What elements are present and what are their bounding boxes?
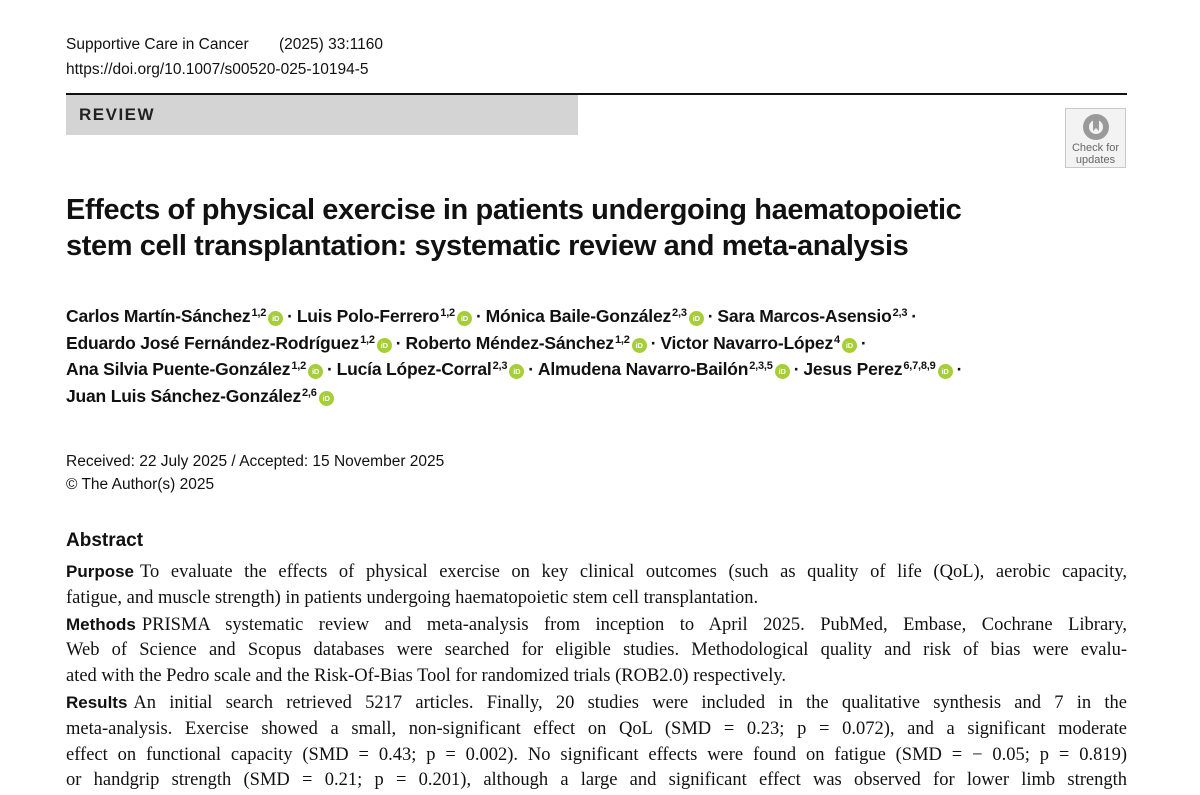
author[interactable]: Victor Navarro-López$^4$ [660,332,840,353]
check-for-label: Check for [1071,142,1120,154]
abstract-line: or handgrip strength (SMD = 0.21; p = 0.201), although a large and significant effect was observed for lower limb strength [66,770,1127,791]
orcid-icon[interactable]: iD [319,391,334,406]
copyright-notice: © The Author(s) 2025 [66,476,215,493]
abstract-line: effect on functional capacity (SMD = 0.43; p = 0.002). No significant effects were found on fatigue (SMD = − 0.05; p = 0.819) [66,744,1127,765]
separator: · [475,306,482,326]
methods-label: Methods [66,614,136,634]
check-for-updates-button[interactable] [1065,108,1126,168]
separator: · [707,306,714,326]
author[interactable]: Ana Silvia Puente-González$^{1,2}$ [66,359,307,379]
abstract-line: Web of Science and Scopus databases were searched for eligible studies. Methodological quality and risk of bias were evalu- [66,640,1127,661]
separator: · [650,332,657,353]
author[interactable]: Almudena Navarro-Bailón$^{2,3,5}$ [537,359,773,379]
doi-link[interactable]: https://doi.org/10.1007/s00520-025-10194-5 [66,61,369,78]
article-type-band [66,95,578,135]
abstract-heading: Abstract [66,530,144,551]
orcid-icon[interactable]: iD [457,311,472,326]
author-line [66,330,1166,357]
separator: · [528,359,534,379]
journal-name: Supportive Care in Cancer [66,36,249,53]
publication-dates [66,450,444,496]
separator: · [395,332,402,353]
article-title [66,192,1066,264]
author[interactable]: Carlos Martín-Sánchez$^{1,2}$ [66,306,267,326]
purpose-label: Purpose [66,562,135,581]
author[interactable]: Mónica Baile-González$^{2,3}$ [485,306,687,326]
abstract-body [66,559,1127,794]
journal-citation: (2025) 33:1160 [279,36,383,53]
orcid-icon[interactable]: iD [689,311,704,326]
author[interactable]: Luis Polo-Ferrero$^{1,2}$ [296,306,455,326]
separator: · [911,306,917,326]
results-label: Results [66,692,128,712]
author[interactable]: Eduardo José Fernández-Rodríguez$^{1,2}$ [66,332,375,353]
author[interactable]: Roberto Méndez-Sánchez$^{1,2}$ [405,332,630,353]
orcid-icon[interactable]: iD [775,364,790,379]
author-line [66,356,1166,383]
orcid-icon[interactable]: iD [632,338,647,353]
orcid-icon[interactable]: iD [308,364,323,379]
orcid-icon[interactable]: iD [377,338,392,353]
author-list [66,303,1166,409]
separator: · [860,332,867,353]
title-line-1: Effects of physical exercise in patients undergoing haematopoietic [66,194,962,226]
author[interactable]: Juan Luis Sánchez-González$^{2,6}$ [66,385,317,406]
author-line [66,303,1166,330]
abstract-line: meta-analysis. Exercise showed a small, non-significant effect on QoL (SMD = 0.23; p = 0.072), and a significant moderate [66,718,1127,739]
orcid-icon[interactable]: iD [842,338,857,353]
abstract-line: Methods PRISMA systematic review and meta-analysis from inception to April 2025. PubMed, Embase, Cochrane Library, [66,614,1127,635]
abstract-line: Purpose To evaluate the effects of physical exercise on key clinical outcomes (such as quality of life (QoL), aerobic capacity, [66,562,1127,582]
crossmark-icon [1081,112,1111,142]
abstract-line: fatigue, and muscle strength) in patients undergoing haematopoietic stem cell transplantation. [66,587,759,608]
abstract-line: ated with the Pedro scale and the Risk-Of-Bias Tool for randomized trials (ROB2.0) respectively. [66,666,787,687]
author-line [66,383,1166,410]
updates-label: updates [1075,154,1116,166]
separator: · [793,359,800,379]
orcid-icon[interactable]: iD [509,364,524,379]
orcid-icon[interactable]: iD [268,311,283,326]
separator: · [287,306,293,326]
separator: · [956,359,963,379]
title-line-2: stem cell transplantation: systematic review and meta-analysis [66,230,909,262]
orcid-icon[interactable]: iD [938,364,953,379]
author[interactable]: Lucía López-Corral$^{2,3}$ [336,359,508,379]
received-accepted-dates: Received: 22 July 2025 / Accepted: 15 November 2025 [66,453,445,470]
separator: · [327,359,333,379]
article-type-label: REVIEW [79,105,156,124]
abstract-line: Results An initial search retrieved 5217 articles. Finally, 20 studies were included in the qualitative synthesis and 7 in the [66,692,1127,713]
author[interactable]: Jesus Perez$^{6,7,8,9}$ [803,359,936,379]
author[interactable]: Sara Marcos-Asensio$^{2,3}$ [717,306,908,326]
